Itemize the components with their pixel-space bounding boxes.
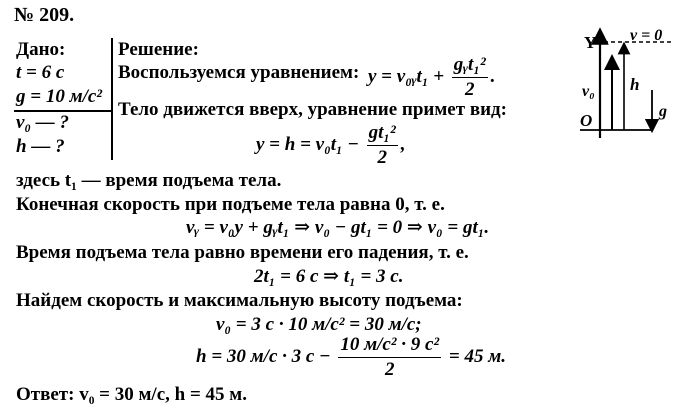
equation-h-denominator: 2: [384, 359, 395, 380]
equation-h-lhs: h = 30 м/с · 3 с −: [196, 345, 331, 367]
equation-upward-lhs: y = h = v₀t₁ −: [256, 133, 359, 155]
equation-general: [368, 54, 495, 101]
equation-time: 2t₁ = 6 с ⇒ t₁ = 3 с.: [254, 266, 404, 287]
equation-upward-fraction: [367, 122, 398, 169]
equation-h-numerator: 10 м/с² · 9 с²: [338, 334, 441, 358]
v0-label: v₀: [582, 83, 595, 100]
given-time: t = 6 с: [16, 62, 65, 83]
motion-text: Тело движется вверх, уравнение примет вид:: [118, 99, 507, 120]
find-v0: v₀ — ?: [16, 112, 70, 133]
given-gravity: g = 10 м/с²: [16, 86, 103, 107]
equation-h-fraction: [338, 334, 441, 381]
solution-header: Решение:: [118, 39, 199, 60]
answer-line: Ответ: v₀ = 30 м/с, h = 45 м.: [16, 384, 247, 405]
equation-general-tail: .: [490, 65, 496, 87]
line-final-speed: Конечная скорость при подъеме тела равна 0, т. е.: [16, 194, 445, 215]
equation-upward-tail: ,: [400, 133, 406, 155]
height-label: h: [630, 75, 640, 94]
equation-general-fraction: [452, 54, 488, 101]
equation-v0: v₀ = 3 с · 10 м/с² = 30 м/с;: [216, 314, 422, 335]
equation-upward: [256, 122, 406, 169]
find-h: h — ?: [16, 136, 65, 157]
equation-h-tail: = 45 м.: [448, 345, 506, 367]
line-time: Время подъема тела равно времени его падения, т. е.: [16, 242, 469, 263]
equation-general-numerator: gᵧt₁²: [452, 54, 488, 78]
equation-upward-denominator: 2: [377, 147, 387, 168]
given-header: Дано:: [16, 39, 66, 60]
line-here: здесь t₁ — время подъема тела.: [16, 170, 282, 191]
origin-label: O: [580, 111, 593, 130]
apex-velocity-label: v = 0: [630, 27, 663, 44]
given-vertical-divider: [111, 38, 113, 160]
equation-h: [196, 334, 506, 381]
equation-general-denominator: 2: [464, 79, 475, 100]
y-axis-label: Y: [584, 33, 597, 52]
problem-number: № 209.: [14, 4, 75, 26]
equation-general-lhs: y = v₀ᵧt₁ +: [368, 65, 445, 87]
motion-diagram: [560, 26, 690, 146]
line-find: Найдем скорость и максимальную высоту подъема:: [16, 290, 463, 311]
equation-upward-numerator: gt₁²: [367, 122, 398, 146]
equation-speed: vᵧ = v₀y + gᵧt₁ ⇒ v₀ − gt₁ = 0 ⇒ v₀ = gt₁.: [186, 217, 490, 238]
gravity-label: g: [659, 103, 667, 120]
intro-text: Воспользуемся уравнением:: [118, 62, 360, 83]
